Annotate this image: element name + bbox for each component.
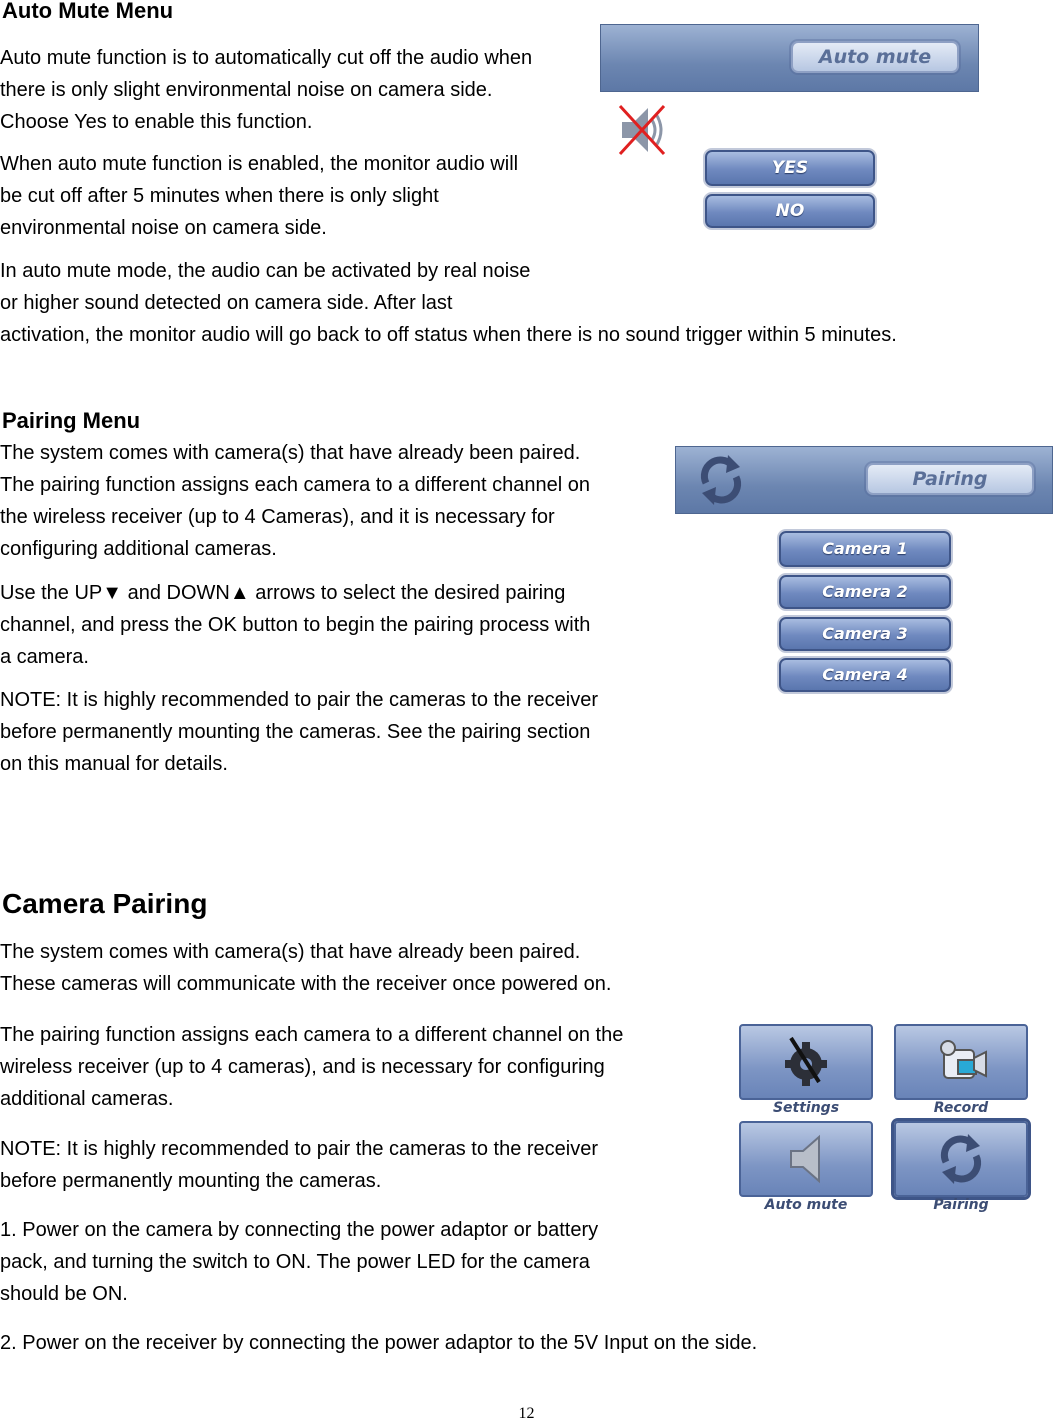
camera-2-button[interactable]: Camera 2 (779, 575, 951, 609)
camera-pairing-para4: 1. Power on the camera by connecting the power adaptor or battery pack, and turning the switch to ON. The power LED for the camera should be ON. (0, 1219, 599, 1305)
no-button[interactable]: NO (705, 194, 875, 228)
camera-4-button[interactable]: Camera 4 (779, 658, 951, 692)
pairing-menu-para3: NOTE: It is highly recommended to pair the cameras to the receiver before permanently mounting the cameras. See the pairing section on this manual for details. (0, 689, 599, 775)
pairing-sync-icon (698, 453, 744, 507)
settings-tile-label: Settings (772, 1100, 840, 1116)
record-tile[interactable] (894, 1024, 1028, 1100)
settings-tile[interactable] (739, 1024, 873, 1100)
auto-mute-header-bar (600, 24, 979, 92)
auto-mute-tile[interactable] (739, 1121, 873, 1197)
camera-1-button[interactable]: Camera 1 (779, 531, 951, 567)
auto-mute-para1: Auto mute function is to automatically cut off the audio when there is only slight environmental noise on camera side. Choose Yes to enable this function. (0, 47, 533, 133)
record-tile-label: Record (933, 1100, 989, 1116)
camera-pairing-para5: 2. Power on the receiver by connecting the power adaptor to the 5V Input on the side. (0, 1332, 758, 1354)
pairing-header-button[interactable]: Pairing (866, 463, 1034, 495)
camera-pairing-para2: The pairing function assigns each camera to a different channel on the wireless receiver (up to 4 cameras), and is necessary for configuring additional cameras. (0, 1024, 624, 1110)
pairing-menu-para1: The system comes with camera(s) that have already been paired. The pairing function assigns each camera to a different channel on the wireless receiver (up to 4 Cameras), and it is necessary for configuring additional cameras. (0, 442, 590, 560)
muted-speaker-icon (618, 100, 668, 160)
auto-mute-header-button[interactable]: Auto mute (791, 41, 959, 73)
yes-button[interactable]: YES (705, 150, 875, 186)
pairing-menu-para2: Use the UP▼ and DOWN▲ arrows to select the desired pairing channel, and press the OK button to begin the pairing process with a camera. (0, 582, 591, 668)
pairing-header-bar (675, 446, 1053, 514)
auto-mute-tile-label: Auto mute (764, 1197, 848, 1213)
record-camcorder-icon (936, 1036, 988, 1088)
pairing-tile[interactable] (894, 1121, 1028, 1197)
camera-3-button[interactable]: Camera 3 (779, 617, 951, 651)
auto-mute-para2: When auto mute function is enabled, the monitor audio will be cut off after 5 minutes when there is only slight environmental noise on camera side. (0, 153, 519, 239)
camera-pairing-para3: NOTE: It is highly recommended to pair the cameras to the receiver before permanently mounting the cameras. (0, 1138, 599, 1192)
pairing-tile-sync-icon (938, 1132, 984, 1186)
section-title-camera-pairing: Camera Pairing (2, 888, 208, 919)
section-title-pairing-menu: Pairing Menu (2, 408, 141, 433)
camera-pairing-para1: The system comes with camera(s) that have already been paired. These cameras will communicate with the receiver once powered on. (0, 941, 612, 995)
settings-gear-icon (783, 1034, 829, 1090)
page-number: 12 (518, 1405, 535, 1422)
auto-mute-para3: In auto mute mode, the audio can be activated by real noise or higher sound detected on camera side. After last activation, the monitor audio will go back to off status when there is no sound trigger within 5 minutes. (0, 260, 897, 346)
section-title-auto-mute: Auto Mute Menu (2, 0, 174, 23)
auto-mute-speaker-icon (787, 1133, 827, 1185)
pairing-tile-label: Pairing (933, 1197, 989, 1213)
